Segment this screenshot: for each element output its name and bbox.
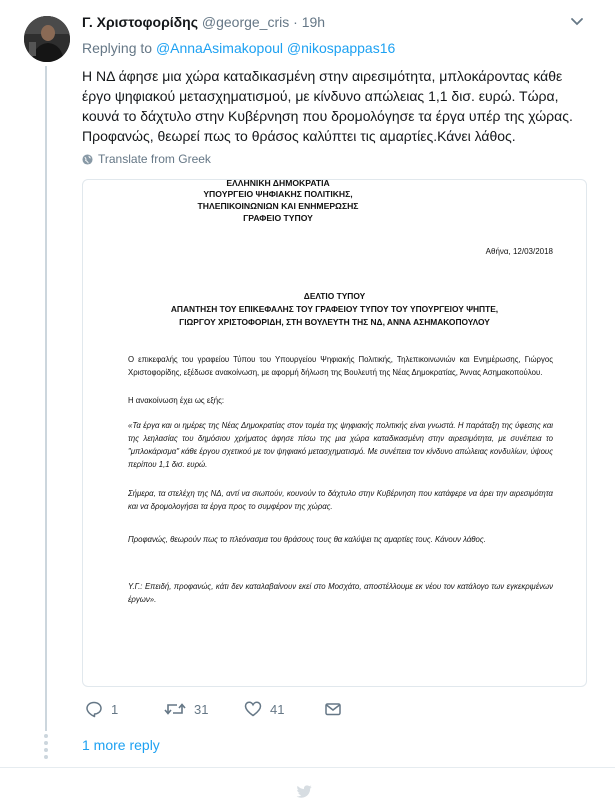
doc-intro: Ο επικεφαλής του γραφείου Τύπου του Υπουργείου Ψηφιακής Πολιτικής, Τηλεπικοινωνιών και Ενημέρωσης, Γιώργος Χριστοφορίδης, εξέδωσε ανακοίνωση, με αφορμή δήλωση της Βουλευτή της Νέας Δημοκρατίας, Άννας Ασημακοπούλου.	[128, 355, 553, 377]
doc-release-subtitle: ΓΙΩΡΓΟΥ ΧΡΙΣΤΟΦΟΡΙΔΗ, ΣΤΗ ΒΟΥΛΕΥΤΗ ΤΗΣ ΝΔ, ΑΝΝΑ ΑΣΗΜΑΚΟΠΟΥΛΟΥ	[179, 317, 490, 327]
replying-to	[82, 40, 395, 56]
replying-label: Replying to	[82, 40, 153, 56]
doc-ministry-line: ΥΠΟΥΡΓΕΙΟ ΨΗΦΙΑΚΗΣ ΠΟΛΙΤΙΚΗΣ,	[203, 189, 353, 199]
retweet-count: 31	[194, 701, 209, 717]
doc-date: Αθήνα, 12/03/2018	[485, 247, 553, 256]
author-handle[interactable]: @george_cris	[201, 14, 290, 30]
doc-intro-2: Η ανακοίνωση έχει ως εξής:	[128, 396, 225, 405]
direct-message-button[interactable]	[324, 700, 342, 718]
tweet-text: Η ΝΔ άφησε μια χώρα καταδικασμένη στην αιρεσιμότητα, μπλοκάροντας κάθε έργο ψηφιακού μετασχηματισμού, με κίνδυνο απώλειας 1,1 δισ. ευρώ. Τώρα, κουνά το δάχτυλο στην Κυβέρνηση που δρομολόγησε τα έργα υπέρ της χώρας. Προφανώς, θεωρεί πως το θράσος καλύπτει τις αμαρτίες.Κάνει λάθος.	[82, 68, 573, 144]
thread-line	[45, 66, 47, 731]
chevron-down-icon[interactable]	[569, 14, 585, 30]
doc-postscript: Υ.Γ.: Επειδή, προφανώς, κάτι δεν καταλαβαίνουν εκεί στο Μοσχάτο, αποστέλλουμε εκ νέου τον κατάλογο των εγκεκριμένων έργων».	[128, 582, 553, 604]
translate-link[interactable]	[82, 152, 211, 166]
doc-release-subtitle: ΑΠΑΝΤΗΣΗ ΤΟΥ ΕΠΙΚΕΦΑΛΗΣ ΤΟΥ ΓΡΑΦΕΙΟΥ ΤΥΠΟΥ ΤΟΥ ΥΠΟΥΡΓΕΙΟΥ ΨΗΠΤΕ,	[170, 304, 499, 314]
reply-button[interactable]	[85, 700, 118, 718]
heart-icon	[244, 700, 262, 718]
attached-image[interactable]	[82, 179, 587, 687]
thread-dots	[43, 734, 49, 762]
reply-handle-link[interactable]: @AnnaAsimakopoul	[155, 40, 283, 56]
doc-quote: Προφανώς, θεωρούν πως το πλεόνασμα του θράσους τους θα καλύψει τις αμαρτίες τους. Κάνουν λάθος.	[128, 535, 486, 544]
doc-ministry-line: ΤΗΛΕΠΙΚΟΙΝΩΝΙΩΝ ΚΑΙ ΕΝΗΜΕΡΩΣΗΣ	[197, 201, 359, 211]
divider	[0, 767, 615, 768]
reply-handle-link[interactable]: @nikospappas16	[286, 40, 396, 56]
retweet-button[interactable]	[164, 700, 208, 718]
doc-ministry-line: ΕΛΛΗΝΙΚΗ ΔΗΜΟΚΡΑΤΙΑ	[226, 179, 330, 188]
globe-icon	[82, 154, 93, 165]
translate-label: Translate from Greek	[98, 152, 211, 166]
press-release-document	[83, 180, 586, 686]
timestamp[interactable]: 19h	[301, 14, 326, 30]
twitter-bird-icon	[294, 785, 314, 799]
tweet-actions	[82, 700, 382, 722]
doc-release-title: ΔΕΛΤΙΟ ΤΥΠΟΥ	[303, 291, 366, 301]
like-count: 41	[270, 701, 285, 717]
reply-count: 1	[111, 701, 119, 717]
separator-dot: ·	[293, 14, 298, 30]
author-name[interactable]: Γ. Χριστοφορίδης	[82, 14, 198, 30]
retweet-icon	[164, 700, 186, 718]
doc-quote: «Τα έργα και οι ημέρες της Νέας Δημοκρατίας στον τομέα της ψηφιακής πολιτικής είναι γνωστά. Η παράταξη της ύφεσης και της λεηλασίας του δημόσιου χρήματος άφησε πίσω της μια χώρα καταδικασμένη στην αιρεσιμότητα, με συνέπεια το "μπλοκάρισμα" κάθε έργου σχετικού με τον ψηφιακό μετασχηματισμό. Με συνέπεια τον κίνδυνο απώλειας κονδυλίων, ύψους περίπου 1,1 δισ. ευρώ.	[128, 421, 553, 469]
tweet-header	[82, 14, 325, 30]
doc-ministry-line: ΓΡΑΦΕΙΟ ΤΥΠΟΥ	[243, 213, 313, 223]
envelope-icon	[324, 700, 342, 718]
more-replies-link[interactable]: 1 more reply	[82, 737, 160, 753]
doc-quote: Σήμερα, τα στελέχη της ΝΔ, αντί να σιωπούν, κουνούν το δάχτυλο στην Κυβέρνηση που κατάφερε να άρει την αιρεσιμότητα και να δρομολογήσει τα έργα προς το συμφέρον της χώρας.	[128, 489, 553, 511]
reply-icon	[85, 700, 103, 718]
avatar[interactable]	[24, 16, 70, 62]
like-button[interactable]	[244, 700, 284, 718]
